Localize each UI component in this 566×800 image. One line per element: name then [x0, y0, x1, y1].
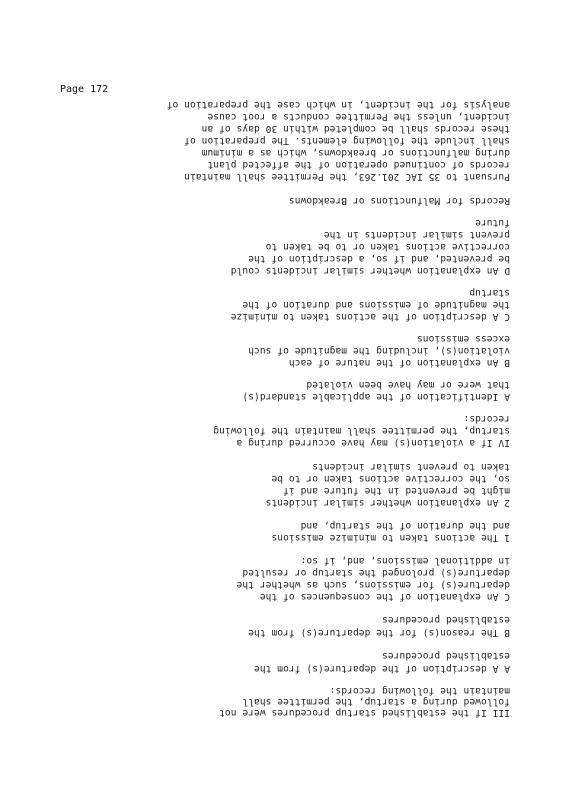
text-line: established procedures: [381, 650, 510, 661]
text-line: during malfunctions or breakdowns, which as a minimum: [201, 147, 510, 158]
text-line: so, the corrective actions taken or to be: [271, 473, 510, 484]
text-line: maintain the following records:: [329, 685, 510, 696]
text-line: A A description of the departure(s) from the: [253, 663, 510, 674]
text-line: future: [475, 217, 510, 228]
text-line: be prevented, and if so, a description of the: [248, 253, 510, 264]
text-line: corrective actions taken or to be taken to: [265, 241, 510, 252]
text-line: C A description of the actions taken to minimize: [230, 311, 510, 322]
text-line: B An explanation of the nature of each: [288, 357, 510, 368]
text-line: 2 An explanation whether similar incidents: [265, 497, 510, 508]
text-line: these records shall be completed within 30 days of an: [201, 123, 510, 134]
text-line: B The reason(s) for the departure(s) from the: [248, 627, 510, 638]
text-line: Records for Malfunctions or Breakdowns: [288, 195, 510, 206]
text-line: the magnitude of emissions and duration of the: [242, 299, 510, 310]
text-line: in additional emissions, and, if so:: [300, 555, 510, 566]
text-line: might be prevented in the future and if: [283, 485, 510, 496]
text-line: D An explanation whether similar incidents could: [230, 265, 510, 276]
text-line: C An explanation of the consequences of the: [259, 591, 510, 602]
text-line: shall include the following elements. The preparation of: [184, 135, 510, 146]
text-line: incident, unless the Permittee conducts a root cause: [207, 111, 510, 122]
text-line: departure(s) for emissions, such as whether the: [236, 579, 510, 590]
text-line: and the duration of the startup, and: [300, 520, 510, 531]
text-line: records of continued operation of the affected plant: [207, 159, 510, 170]
text-line: departure(s) prolonged the startup or resulted: [242, 567, 510, 578]
rotated-body-text: [160, 99, 510, 718]
text-line: established procedures: [381, 614, 510, 625]
text-line: Pursuant to 35 IAC 201.263, the Permittee shall maintain: [184, 171, 510, 182]
text-line: startup, the permittee shall maintain the following: [213, 425, 510, 436]
text-line: violation(s), including the magnitude of such: [248, 345, 510, 356]
text-line: analysis for the incident, in which case the preparation of: [166, 99, 510, 110]
page-number: Page 172: [60, 84, 109, 95]
text-line: A Identification of the applicable standard(s): [242, 391, 510, 402]
text-line: 1 The actions taken to minimize emissions: [271, 532, 510, 543]
text-line: taken to prevent similar incidents: [312, 461, 510, 472]
text-line: excess emissions: [416, 333, 510, 344]
text-line: prevent similar incidents in the: [323, 229, 510, 240]
text-line: followed during a startup, the permittee shall: [242, 696, 510, 707]
text-line: III If the established startup procedures were not: [219, 707, 510, 718]
text-line: that were or may have been violated: [306, 379, 510, 390]
text-line: startup: [469, 287, 510, 298]
text-line: records:: [463, 413, 510, 424]
text-line: IV If a violation(s) may have occurred during a: [236, 437, 510, 448]
